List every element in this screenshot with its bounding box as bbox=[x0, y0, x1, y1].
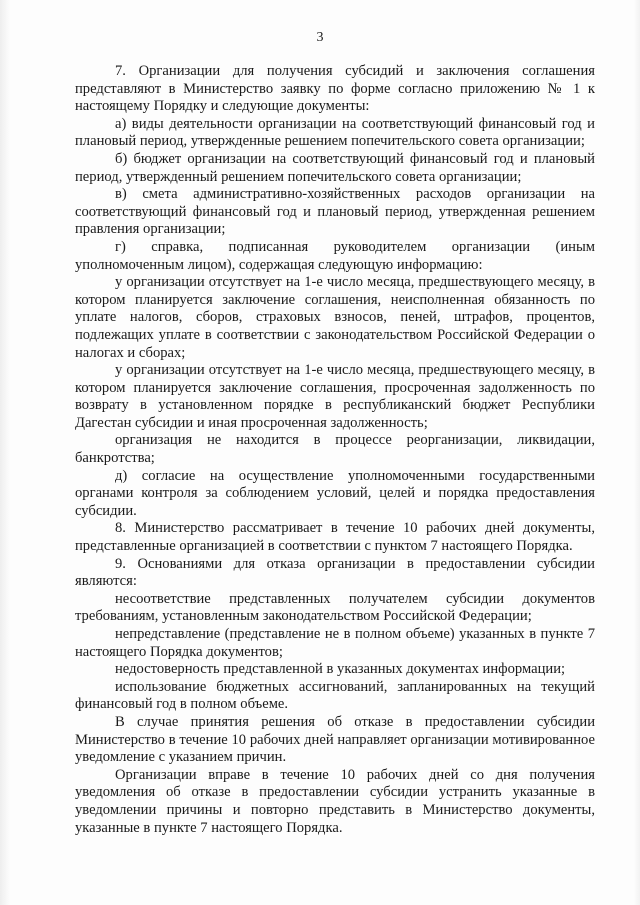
document-body bbox=[75, 63, 595, 837]
paragraph-item-7d: д) согласие на осуществление уполномоченными государственными органами контроля за соблюдением условий, целей и порядка предоставления субсидии. bbox=[75, 467, 595, 519]
paragraph-refusal-notice: В случае принятия решения об отказе в предоставлении субсидии Министерство в течение 10 рабочих дней направляет организации мотивированное уведомление с указанием причин. bbox=[75, 713, 595, 766]
paragraph-item-9: 9. Основаниями для отказа организации в предоставлении субсидии являются: bbox=[75, 555, 595, 590]
paragraph-refusal-reason-3: недостоверность представленной в указанных документах информации; bbox=[115, 661, 566, 678]
paragraph-refusal-reason-1: несоответствие представленных получателем субсидии документов требованиям, установленным законодательством Российской Федерации; bbox=[75, 590, 595, 625]
paragraph-item-7v: в) смета административно-хозяйственных расходов организации на соответствующий финансовый год и плановый период, утвержденная решением правления организации; bbox=[75, 186, 595, 238]
paragraph-refusal-reason-2: непредставление (представление не в полном объеме) указанных в пункте 7 настоящего Порядка документов; bbox=[75, 626, 595, 660]
paragraph-item-7: 7. Организации для получения субсидий и заключения соглашения представляют в Министерство заявку по форме согласно приложению № 1 к настоящему Порядку и следующие документы: bbox=[75, 63, 595, 115]
paragraph-reorganization: организация не находится в процессе реорганизации, ликвидации, банкротства; bbox=[75, 432, 595, 467]
paragraph-item-8: 8. Министерство рассматривает в течение 10 рабочих дней документы, представленные организацией в соответствии с пунктом 7 настоящего Порядка. bbox=[75, 520, 595, 555]
scan-edge-left bbox=[0, 0, 10, 905]
scan-edge-right bbox=[634, 0, 640, 905]
page-number: 3 bbox=[316, 30, 324, 45]
paragraph-item-7b: б) бюджет организации на соответствующий финансовый год и плановый период, утвержденный решением попечительского совета организации; bbox=[75, 150, 595, 185]
paragraph-resubmission: Организации вправе в течение 10 рабочих дней со дня получения уведомления об отказе в предоставлении субсидии устранить указанные в уведомлении причины и повторно представить в Министерство документы, указанные в пункте 7 настоящего Порядка. bbox=[75, 766, 595, 836]
paragraph-overdue-debt: у организации отсутствует на 1-е число месяца, предшествующего месяцу, в котором планируется заключение соглашения, просроченная задолженность по возврату в установленном порядке в республиканский бюджет Республики Дагестан субсидии и иная просроченная задолженность; bbox=[75, 362, 595, 431]
paragraph-item-7g: г) справка, подписанная руководителем организации (иным уполномоченным лицом), содержащая следующую информацию: bbox=[75, 238, 595, 273]
paragraph-item-7a: а) виды деятельности организации на соответствующий финансовый год и плановый период, утвержденные решением попечительского совета организации; bbox=[75, 115, 595, 150]
paragraph-tax-arrears: у организации отсутствует на 1-е число месяца, предшествующего месяцу, в котором планируется заключение соглашения, неисполненная обязанность по уплате налогов, сборов, страховых взносов, пеней, штрафов, процентов, подлежащих уплате в соответствии с законодательством Российской Федерации о налогах и сборах; bbox=[75, 274, 595, 361]
paragraph-refusal-reason-4: использование бюджетных ассигнований, запланированных на текущий финансовый год в полном объеме. bbox=[75, 678, 595, 713]
